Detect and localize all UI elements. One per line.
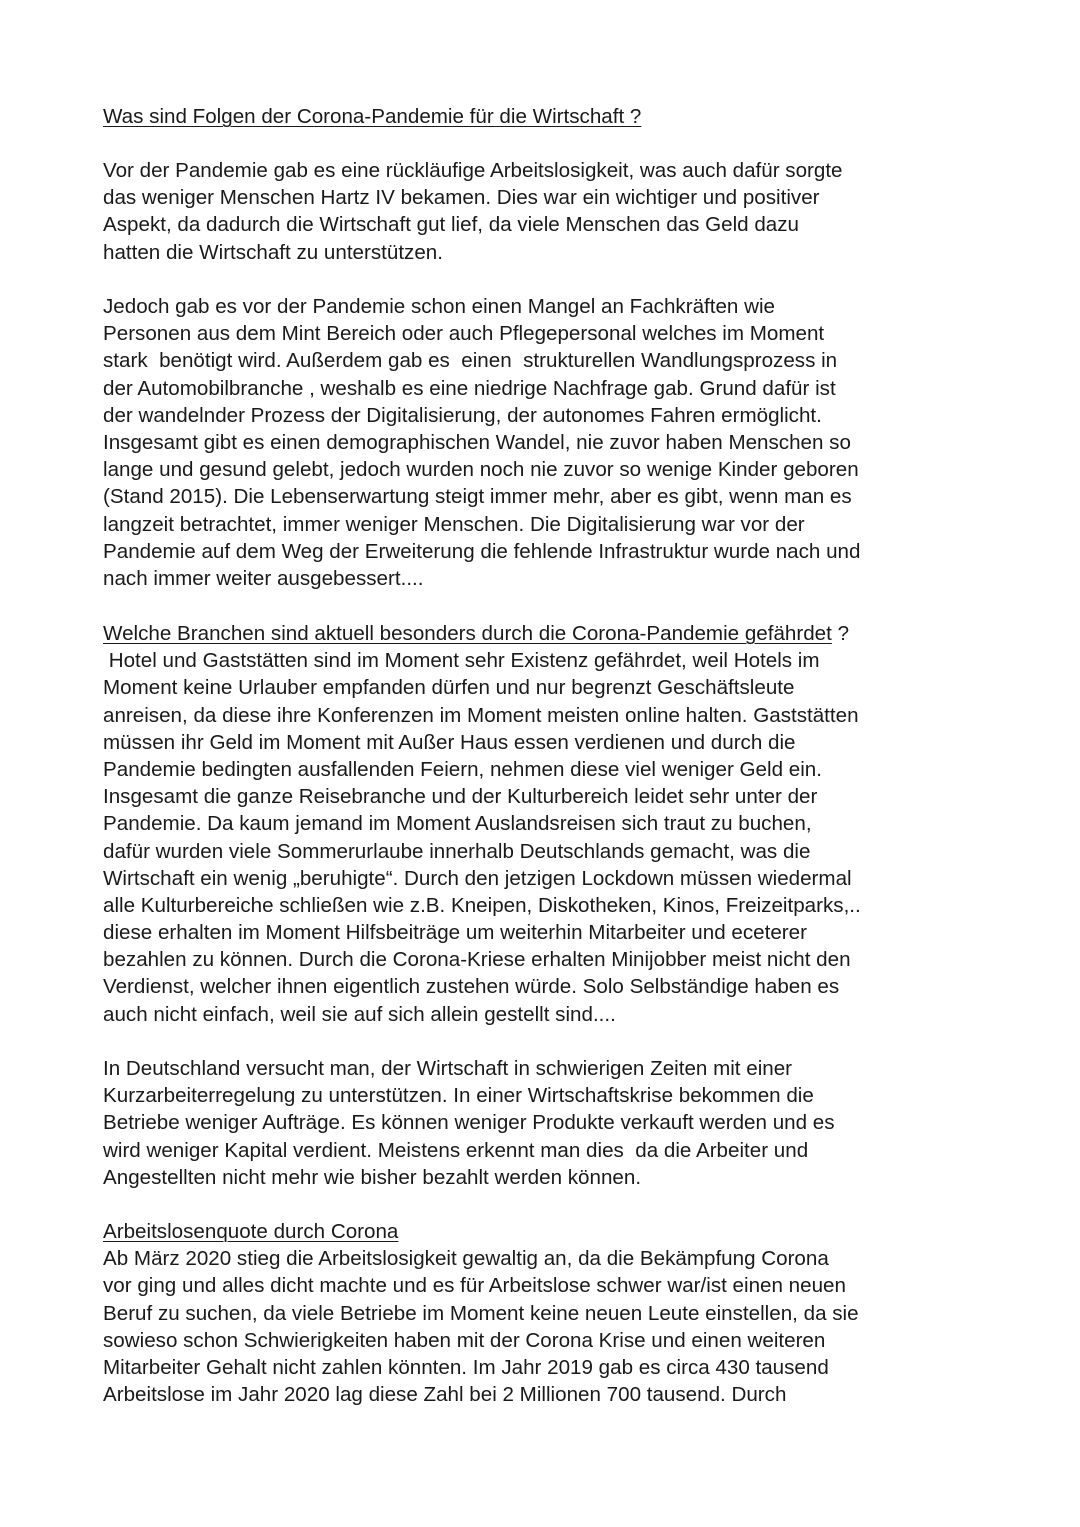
section-endangered-industries [103,620,1003,1028]
text-line: Personen aus dem Mint Bereich oder auch Pflegepersonal welches im Moment [103,322,825,346]
section-heading-line [103,620,1003,647]
text-line: Beruf zu suchen, da viele Betriebe im Moment keine neuen Leute einstellen, da sie [103,1301,859,1325]
text-line: stark benötigt wird. Außerdem gab es einen strukturellen Wandlungsprozess in [103,349,838,373]
text-line: das weniger Menschen Hartz IV bekamen. Dies war ein wichtiger und positiver [103,186,820,210]
text-line: Insgesamt gibt es einen demographischen Wandel, nie zuvor haben Menschen so [103,430,851,454]
text-line: Betriebe weniger Aufträge. Es können weniger Produkte verkauft werden und es [103,1111,835,1135]
text-line: Moment keine Urlauber empfanden dürfen und nur begrenzt Geschäftsleute [103,676,795,700]
text-line: Arbeitslose im Jahr 2020 lag diese Zahl bei 2 Millionen 700 tausend. Durch [103,1383,787,1407]
text-line: In Deutschland versucht man, der Wirtschaft in schwierigen Zeiten mit einer [103,1057,793,1080]
section-unemployment-rate [103,1218,1003,1408]
text-line: Vor der Pandemie gab es eine rückläufige Arbeitslosigkeit, was auch dafür sorgte [103,159,843,182]
text-line: Verdienst, welcher ihnen eigentlich zustehen würde. Solo Selbständige haben es [103,975,840,999]
text-line: Angestellten nicht mehr wie bisher bezahlt werden können. [103,1165,642,1189]
paragraph-short-time-work [103,1055,1003,1191]
paragraph-skilled-workers [103,293,1003,592]
document-title-block [103,103,1003,130]
section-heading: Arbeitslosenquote durch Corona [103,1220,399,1243]
text-line: Jedoch gab es vor der Pandemie schon einen Mangel an Fachkräften wie [103,295,775,318]
text-line: Pandemie bedingten ausfallenden Feiern, nehmen diese viel weniger Geld ein. [103,757,822,781]
text-line: Aspekt, da dadurch die Wirtschaft gut lief, da viele Menschen das Geld dazu [103,213,799,237]
text-line: nach immer weiter ausgebessert.... [103,566,424,590]
text-line: auch nicht einfach, weil sie auf sich allein gestellt sind.... [103,1002,616,1026]
section-heading: Welche Branchen sind aktuell besonders durch die Corona-Pandemie gefährdet [103,622,832,645]
text-line: Kurzarbeiterregelung zu unterstützen. In einer Wirtschaftskrise bekommen die [103,1084,814,1108]
text-line: anreisen, da diese ihre Konferenzen im Moment meisten online halten. Gaststätten [103,703,859,727]
text-line: der wandelnder Prozess der Digitalisierung, der autonomes Fahren ermöglicht. [103,403,822,427]
text-line: Ab März 2020 stieg die Arbeitslosigkeit gewaltig an, da die Bekämpfung Corona [103,1247,829,1271]
text-line: wird weniger Kapital verdient. Meistens erkennt man dies da die Arbeiter und [103,1138,809,1162]
text-line: dafür wurden viele Sommerurlaube innerhalb Deutschlands gemacht, was die [103,839,811,863]
section-heading-suffix: ? [831,622,850,645]
text-line: Insgesamt die ganze Reisebranche und der Kulturbereich leidet sehr unter der [103,785,818,809]
text-line: Pandemie. Da kaum jemand im Moment Auslandsreisen sich traut zu buchen, [103,812,812,836]
paragraph-pre-pandemic [103,157,1003,266]
text-line: langzeit betrachtet, immer weniger Menschen. Die Digitalisierung war vor der [103,512,805,536]
text-line: diese erhalten im Moment Hilfsbeiträge um weiterhin Mitarbeiter und eceterer [103,921,807,945]
text-line: Hotel und Gaststätten sind im Moment sehr Existenz gefährdet, weil Hotels im [103,649,820,673]
text-line: (Stand 2015). Die Lebenserwartung steigt immer mehr, aber es gibt, wenn man es [103,485,852,509]
text-line: lange und gesund gelebt, jedoch wurden noch nie zuvor so wenige Kinder geboren [103,458,859,482]
text-line: bezahlen zu können. Durch die Corona-Kriese erhalten Minijobber meist nicht den [103,948,851,972]
text-line: der Automobilbranche , weshalb es eine niedrige Nachfrage gab. Grund dafür ist [103,376,836,400]
text-line: vor ging und alles dicht machte und es für Arbeitslose schwer war/ist einen neuen [103,1274,846,1298]
text-line: alle Kulturbereiche schließen wie z.B. Kneipen, Diskotheken, Kinos, Freizeitparks,.. [103,893,861,917]
text-line: Wirtschaft ein wenig „beruhigte“. Durch den jetzigen Lockdown müssen wiedermal [103,866,852,890]
text-line: Mitarbeiter Gehalt nicht zahlen könnten. Im Jahr 2019 gab es circa 430 tausend [103,1355,829,1379]
text-line: sowieso schon Schwierigkeiten haben mit der Corona Krise und einen weiteren [103,1328,826,1352]
text-line: müssen ihr Geld im Moment mit Außer Haus essen verdienen und durch die [103,730,796,754]
text-line: Pandemie auf dem Weg der Erweiterung die fehlende Infrastruktur wurde nach und [103,539,861,563]
text-line: hatten die Wirtschaft zu unterstützen. [103,240,443,264]
document-title: Was sind Folgen der Corona-Pandemie für die Wirtschaft ? [103,105,642,128]
